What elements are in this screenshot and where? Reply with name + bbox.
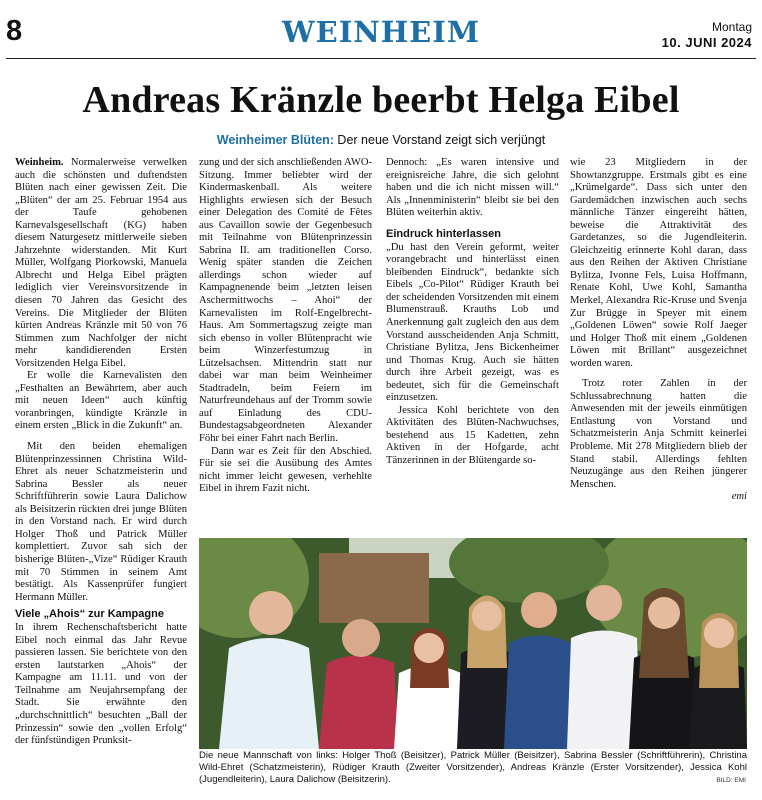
paragraph: Mit den beiden ehemaligen Blütenprinzessinnen Christina Wild-Ehret als neuer Schatzmeisterin und Sabrina Bessler als neuer Schriftführerin sowie Laura Dalichow als Beisitzerin rückten drei junge Blüten in den Vorstand nach. Er wird durch Holger Thoß und Patrick Müller komplettiert. Zuvor sah sich der bisherige Blüten-„Vize“ Rüdiger Krauth mit 70 Stimmen in seinem Amt bestätigt. Als Kassenprüfer fungiert Hermann Müller. [15,441,187,603]
paragraph: zung und der sich anschließenden AWO-Sitzung. Immer beliebter wird der Kindermaskenball. Als weitere Highlights erwiesen sich der Besuch einer Delegation des Comité de Fêtes aus Cavaillon sowie der Gegenbesuch mit Teilnahme von Blütenprinzessin Sabrina II. am traditionellen Corso. Wenig später standen die Zeichen allerdings schon wieder auf Kampagnenende beim „letzten leisen Aschermittwochs – Ahoi“ der Karnevalisten im Rolf-Engelbrecht-Haus. Am Sommertagszug zeigte man sich ebenso in voller Blütenpracht wie beim Winzerfestumzug in Lützelsachsen. Mittendrin statt nur dabei war man beim Weinheimer Stadtradeln, beim Feiern im Naturfreundehaus auf der Tromm sowie auf Einladung des CDU-Bundestagsabgeordneten Alexander Föhr bei einer Fahrt nach Berlin. [199,157,373,445]
group-photo [199,538,747,749]
paragraph: Dennoch: „Es waren intensive und ereignisreiche Jahre, die sich gelohnt haben und die ich nicht missen will.“ Als „Innenministerin“ bleibt sie bei den Blüten weiterhin aktiv. [386,157,559,219]
article-column-4 [570,157,747,504]
article-column-1 [15,157,187,748]
section-masthead: WEINHEIM [282,15,480,49]
paragraph: Jessica Kohl berichtete von den Aktivitäten des Blüten-Nachwuchses, bestehend aus 15 Kadetten, zehn Aktiven in der Hofgarde, acht Tänzerinnen in der Blütengarde so- [386,404,559,467]
group-photo-illustration [199,538,747,749]
paragraph-text: Normalerweise verwelken auch die schönsten und duftendsten Blüten nach einer gewissen Zeit. Die „Blüten“ der am 25. Februar 1954 aus der Taufe gehobenen Karnevalsgesellschaft (KG) haben diesem Naturgesetz mittlerweile sieben Jahrzehnte widerstanden. Mit Kurt Müller, Wolfgang Piorkowski, Manuela Albrecht und Helga Eibel prägten lediglich vier Vereinsvorsitzende in diesen 70 Jahren das Gesicht des Vereins. Die Mitglieder der Blüten kürten Andreas Kränzle mit 50 von 76 Stimmen zum Nachfolger der nicht mehr kandidierenden Ersten Vorsitzenden Helga Eibel. [15,157,187,369]
author-signature: emi [731,491,747,503]
kicker: Weinheimer Blüten: [216,133,334,147]
subheadline-text: Der neue Vorstand zeigt sich verjüngt [333,133,546,147]
paragraph: Dann war es Zeit für den Abschied. Für sie sei die Ausübung des Amtes nicht immer leicht gewesen, verhehlte Eibel in ihrem Fazit nicht. [199,445,372,495]
article-column-2 [199,157,372,496]
dateline [662,20,752,51]
header-rule [6,58,756,59]
paragraph: „Du hast den Verein geformt, weiter vorangebracht und hinterlässt einen bleibenden Eindruck“, bedankte sich Eibels „Co-Pilot“ Rüdiger Krauth bei der scheidenden Vorsitzenden mit einem Blumenstrauß. Krauths Lob und Anerkennung galt zugleich den aus dem Vorstand ausscheidenden Anja Schmitt, Christiane Bylitza, Jens Bickenheimer und Thomas Krug. Auch sie hätten durch ihre Arbeit gezeigt, was es bedeutet, sich für die Gemeinschaft einzusetzen. [386,241,559,404]
article-column-3 [386,157,559,468]
paragraph-spacer [15,433,187,441]
paragraph: Trotz roter Zahlen in der Schlussabrechnung hatten die Anwesenden mit der jeweils einmütigen Entlastung von Vorstand und Schatzmeisterin Anja Schmitt keinerlei Probleme. Mit 278 Mitgliedern blieb der Stand stabil. Allerdings fehlten Neuzugänge aus den Reihen jüngerer Menschen. [570,378,747,490]
photo-credit: BILD: EMI [716,777,746,784]
issue-date: 10. JUNI 2024 [661,35,752,50]
article-subheadline [0,132,762,148]
subheading: Viele „Ahois“ zur Kampagne [15,608,164,621]
photo-caption: Die neue Mannschaft von links: Holger Thoß (Beisitzer), Patrick Müller (Beisitzer), Sabrina Bessler (Schriftführerin), Christina Wild-Ehret (Schatzmeisterin), Rüdiger Krauth (Zweiter Vorsitzender), Andreas Kränzle (Erster Vorsitzender), Jessica Kohl (Jugendleiterin), Laura Dalichow (Beisitzerin). [199,750,747,785]
page-number: 8 [6,15,23,47]
paragraph-spacer [570,370,747,378]
article-headline: Andreas Kränzle beerbt Helga Eibel [82,79,680,121]
weekday: Montag [711,20,752,34]
location-dateline: Weinheim. [15,157,64,168]
paragraph [15,157,187,370]
subheading: Eindruck hinterlassen [386,227,501,240]
paragraph: In ihrem Rechenschaftsbericht hatte Eibel noch einmal das Jahr Revue passieren lassen. Sie berichtete von den ersten lautstarken „Ahois“ der Kampagne am 11.11. und von der Teilnahme am Neujahrsempfang der Stadt. Sie erwähnte den „durchschnittlich“ besuchten „Ball der Prinzessin“ sowie den „vollen Erfolg“ der fünfstündigen Prunksit- [15,622,187,747]
paragraph: Er wolle die Karnevalisten den „Festhalten an Bewährtem, aber auch mit neuen Ideen“ auch künftig voranbringen, kündigte Kränzle in einem ersten „Blick in die Zukunft“ an. [15,370,187,432]
paragraph: wie 23 Mitgliedern in der Showtanzgruppe. Erstmals gibt es eine „Krümelgarde“. Dass sich unter den Gardemädchen inzwischen auch sechs männliche Tänzer eingereiht hätten, beweise die Attraktivität des Gardetanzes, so die Jugendleiterin. Gleichzeitig erinnerte Kohl daran, dass aus den Reihen der Aktiven Christiane Bylitza, Ivonne Fels, Luisa Hoffmann, Renate Kohl, Uwe Kohl, Samantha Merkel, Alexandra Ric-Kruse und Svenja Zur Brügge in Speyer mit einem „Goldenen Löwen“ sowie Rolf Jaeger und Holger Thoß mit einem „Goldenen Löwen mit Brillant“ ausgezeichnet worden waren. [570,157,747,369]
